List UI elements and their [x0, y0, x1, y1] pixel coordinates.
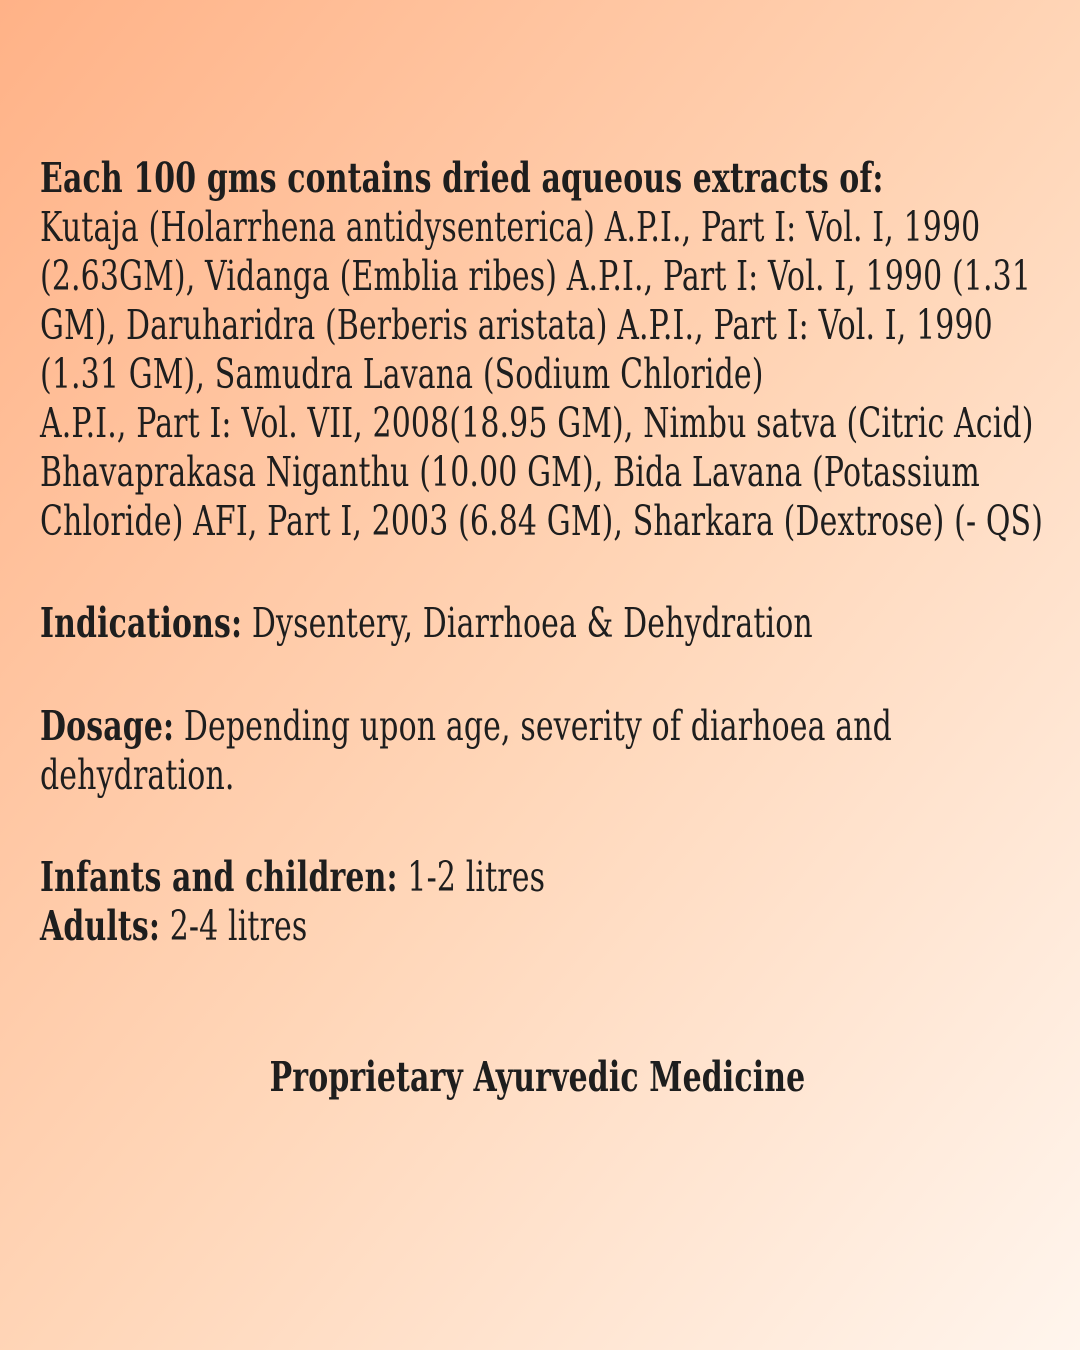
composition-line: (1.31 GM), Samudra Lavana (Sodium Chloride) [40, 350, 764, 398]
footer-text: Proprietary Ayurvedic Medicine [269, 1053, 806, 1101]
dosage-paragraph [40, 702, 1035, 800]
dosage-text-line1: Depending upon age, severity of diarhoea and [183, 702, 892, 750]
composition-line: Chloride) AFI, Part I, 2003 (6.84 GM), Sharkara (Dextrose) (- QS) [40, 497, 1044, 545]
indications-text: Dysentery, Diarrhoea & Dehydration [251, 599, 813, 647]
infants-value: 1-2 litres [407, 853, 546, 901]
dosage-group-infants [40, 853, 1035, 902]
composition-heading: Each 100 gms contains dried aqueous extracts of: [40, 154, 884, 202]
adults-value: 2-4 litres [169, 902, 308, 950]
composition-line: GM), Daruharidra (Berberis aristata) A.P.I., Part I: Vol. I, 1990 [40, 301, 993, 349]
infants-label: Infants and children: [40, 853, 398, 901]
composition-paragraph [40, 154, 1044, 546]
dosage-groups [40, 853, 1035, 951]
dosage-line-1 [40, 702, 1035, 751]
dosage-group-adults [40, 902, 1035, 951]
indications-paragraph [40, 599, 1035, 648]
composition-line: A.P.I., Part I: Vol. VII, 2008(18.95 GM), Nimbu satva (Citric Acid) [40, 399, 1034, 447]
adults-label: Adults: [40, 902, 161, 950]
composition-line: Bhavaprakasa Niganthu (10.00 GM), Bida Lavana (Potassium [40, 448, 980, 496]
indications-label: Indications: [40, 599, 243, 647]
dosage-label: Dosage: [40, 702, 175, 750]
label-content [40, 154, 1044, 1102]
dosage-text-line2: dehydration. [40, 751, 235, 799]
composition-line: Kutaja (Holarrhena antidysenterica) A.P.I., Part I: Vol. I, 1990 [40, 203, 981, 251]
composition-line: (2.63GM), Vidanga (Emblia ribes) A.P.I., Part I: Vol. I, 1990 (1.31 [40, 252, 1032, 300]
